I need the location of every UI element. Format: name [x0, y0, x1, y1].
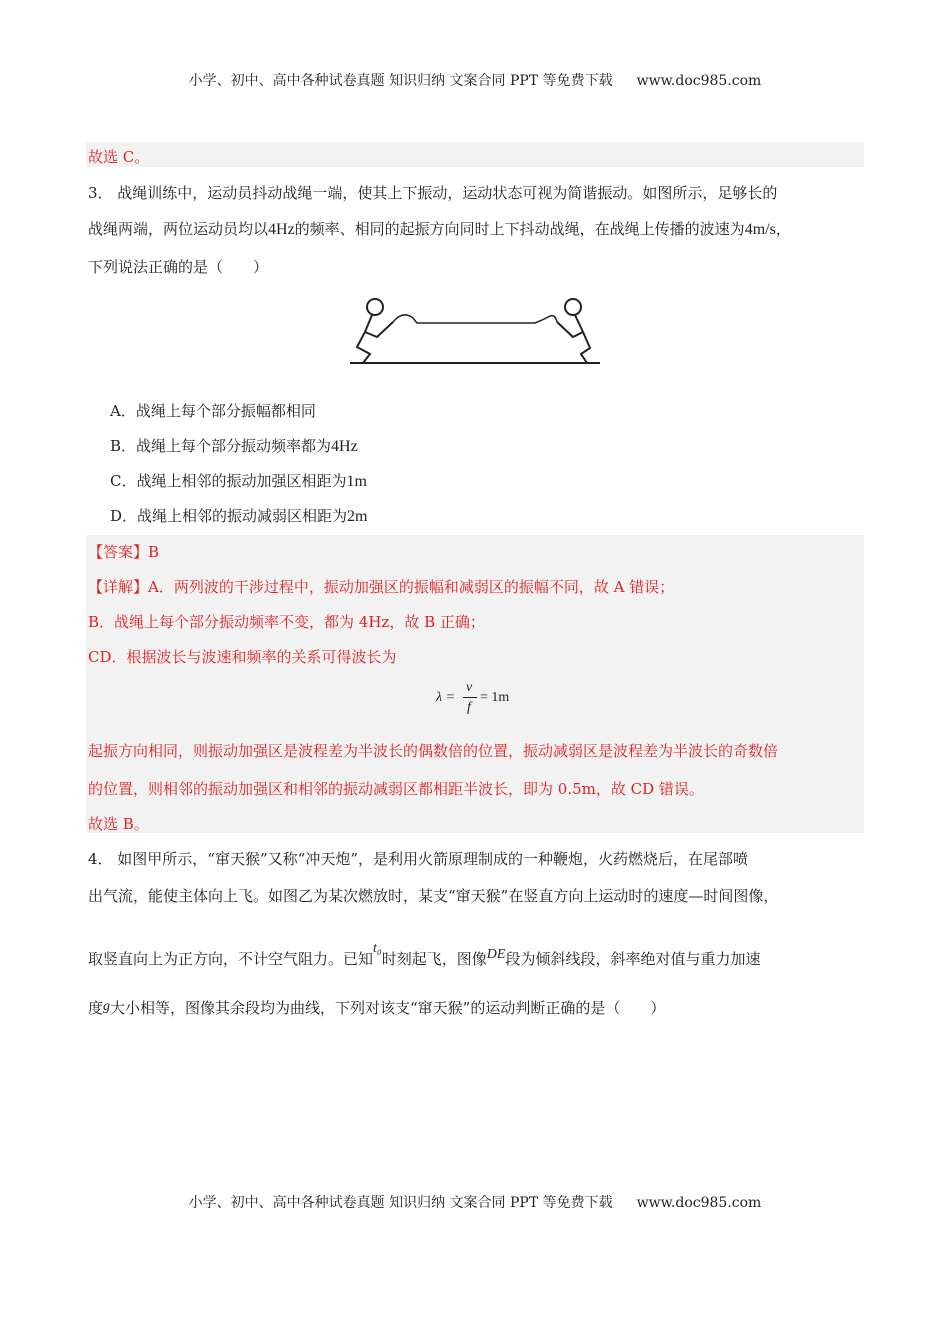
de: DE	[486, 947, 506, 962]
option-b[interactable]	[110, 435, 358, 456]
footer-text: 小学、初中、高中各种试卷真题 知识归纳 文案合同 PPT 等免费下载	[188, 1195, 613, 1211]
t: 【答案】	[88, 543, 149, 561]
q3-line2	[88, 218, 791, 239]
t: 【详解】	[88, 578, 149, 596]
t: 大小相等，图像其余段均为曲线，下列对该支“窜天猴”的运动判断正确的是（ ）	[110, 999, 666, 1017]
right-athlete-body	[557, 315, 590, 363]
t: A．战绳上每个部分振幅都相同	[110, 402, 316, 420]
speed: 4m/s	[744, 221, 776, 238]
detail-a	[88, 576, 674, 597]
left-athlete-body	[357, 315, 393, 363]
q4-line2: 出气流，能使主体向上飞。如图乙为某次燃放时，某支“窜天猴”在竖直方向上运动时的速度—时间图像，	[88, 887, 779, 905]
g: g	[103, 999, 111, 1014]
left-athlete-head	[367, 299, 383, 315]
t: v	[466, 680, 473, 695]
right-athlete-head	[565, 299, 581, 315]
t: λ =	[436, 690, 456, 705]
t: D．战绳上相邻的振动减弱区相距为	[110, 507, 348, 525]
t0: t₀	[373, 941, 382, 956]
q4-line1: 4． 如图甲所示，“窜天猴”又称“冲天炮”，是利用火箭原理制成的一种鞭炮，火药燃烧后，在尾部喷	[88, 850, 748, 868]
t: ，	[775, 220, 791, 238]
answer-shade	[86, 142, 864, 167]
math: 2m	[347, 508, 368, 525]
t: B	[148, 543, 160, 561]
t: f	[467, 700, 471, 715]
t: A．两列波的干涉过程中，振动加强区的振幅和减弱区的振幅不同，故 A 错误；	[148, 578, 675, 596]
header-text: 小学、初中、高中各种试卷真题 知识归纳 文案合同 PPT 等免费下载	[188, 73, 613, 89]
q4-line3	[88, 941, 761, 969]
t: C．战绳上相邻的振动加强区相距为	[110, 472, 347, 490]
t: = 1m	[480, 690, 510, 705]
page-header	[0, 70, 950, 90]
q3-line3: 下列说法正确的是（ ）	[88, 258, 269, 276]
prev-answer: 故选 C。	[88, 148, 150, 166]
t: 时刻起飞，图像	[381, 950, 487, 968]
conclusion: 故选 B。	[88, 815, 149, 833]
detail-b: B．战绳上每个部分振动频率不变，都为 4Hz，故 B 正确；	[88, 613, 485, 631]
q4-line4	[88, 997, 665, 1018]
t: 战绳两端，两位运动员均以	[88, 220, 269, 238]
math: 1m	[346, 473, 367, 490]
t: 的频率、相同的起振方向同时上下抖动战绳，在战绳上传播的波速为	[294, 220, 745, 238]
detail-cd: CD．根据波长与波速和频率的关系可得波长为	[88, 648, 397, 666]
option-a[interactable]	[110, 400, 316, 421]
page-footer	[0, 1192, 950, 1212]
option-d[interactable]	[110, 505, 367, 526]
detail-c1: 起振方向相同，则振动加强区是波程差为半波长的偶数倍的位置，振动减弱区是波程差为半波长的奇数倍	[88, 742, 779, 760]
t: 度	[88, 999, 104, 1017]
t: B．战绳上每个部分振动频率都为	[110, 437, 332, 455]
t: 段为倾斜线段，斜率绝对值与重力加速	[505, 950, 761, 968]
footer-url[interactable]: www.doc985.com	[636, 1195, 762, 1211]
detail-c2: 的位置，则相邻的振动加强区和相邻的振动减弱区都相距半波长，即为 0.5m，故 CD 错误。	[88, 780, 704, 798]
answer-line	[88, 541, 159, 562]
header-url[interactable]: www.doc985.com	[636, 73, 762, 89]
freq: 4Hz	[268, 221, 295, 238]
math: 4Hz	[331, 438, 358, 455]
battle-rope-figure	[345, 292, 605, 372]
t: 取竖直向上为正方向，不计空气阻力。已知	[88, 950, 374, 968]
rope	[393, 315, 557, 323]
q3-line1: 3． 战绳训练中，运动员抖动战绳一端，使其上下振动，运动状态可视为简谐振动。如图所示，足够长的	[88, 184, 778, 202]
option-c[interactable]	[110, 470, 367, 491]
